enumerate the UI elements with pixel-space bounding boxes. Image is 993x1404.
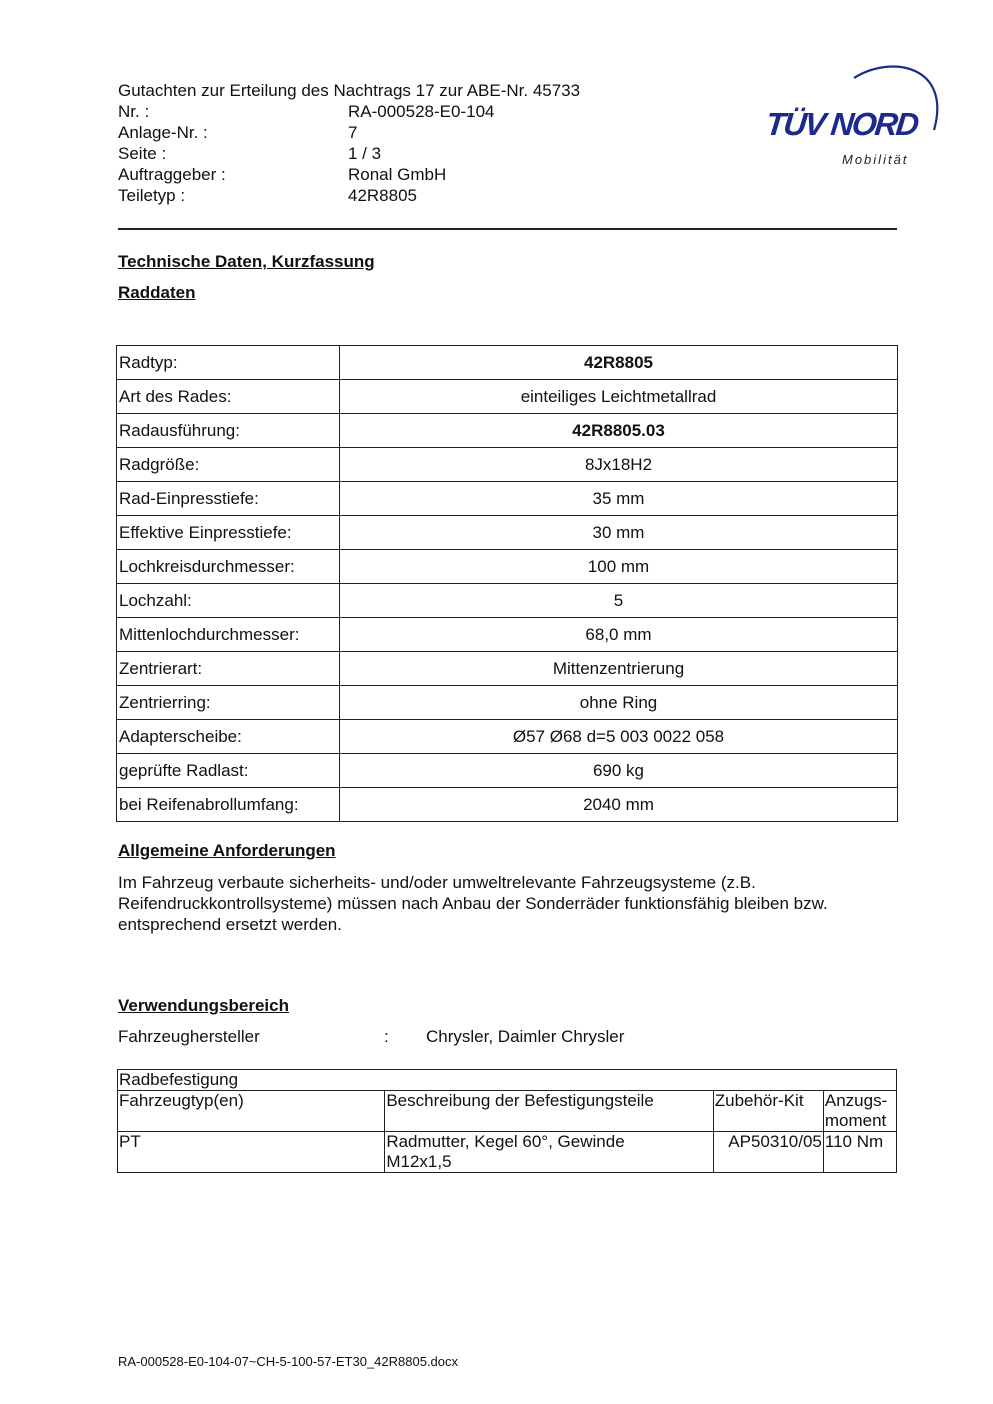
spec-value: 30 mm [340,516,898,550]
radbefestigung-table [117,1069,897,1173]
allgemeine-anforderungen-text: Im Fahrzeug verbaute sicherheits- und/oder umweltrelevante Fahrzeugsysteme (z.B. Reifendruckkontrollsysteme) müssen nach Anbau der Sonderräder funktionsfähig bleiben bzw. entsprechend ersetzt werden. [118,873,828,934]
spec-label: geprüfte Radlast: [117,754,340,788]
spec-value: einteiliges Leichtmetallrad [340,380,898,414]
raddaten-table [116,345,898,822]
table-cell: AP50310/05 [713,1132,823,1173]
spec-row [117,380,898,414]
spec-value: Ø57 Ø68 d=5 003 0022 058 [340,720,898,754]
spec-value: 68,0 mm [340,618,898,652]
header-divider [118,228,897,230]
spec-row [117,686,898,720]
header-key-teiletyp: Teiletyp : [118,186,186,205]
section-raddaten: Raddaten [118,283,196,302]
header-value-anlage: 7 [348,123,358,142]
radbefestigung-header-row [118,1091,897,1132]
header-value-teiletyp: 42R8805 [348,186,418,205]
spec-row [117,584,898,618]
column-header: Beschreibung der Befestigungsteile [385,1091,713,1132]
spec-value: 5 [340,584,898,618]
document-title: Gutachten zur Erteilung des Nachtrags 17 zur ABE-Nr. 45733 [118,81,581,100]
spec-row [117,788,898,822]
radbefestigung-title: Radbefestigung [118,1070,897,1091]
spec-value: 2040 mm [340,788,898,822]
column-header: Anzugs- moment [823,1091,896,1132]
header-value-auftraggeber: Ronal GmbH [348,165,447,184]
table-cell: Radmutter, Kegel 60°, Gewinde M12x1,5 [385,1132,713,1173]
footer-filename: RA-000528-E0-104-07~CH-5-100-57-ET30_42R8805.docx [118,1354,459,1369]
column-header: Fahrzeugtyp(en) [118,1091,385,1132]
header-value-nr: RA-000528-E0-104 [348,102,495,121]
table-row [118,1132,897,1173]
spec-label: Zentrierring: [117,686,340,720]
header-key-seite: Seite : [118,144,167,163]
spec-row [117,754,898,788]
spec-value: 42R8805 [340,346,898,380]
spec-label: Zentrierart: [117,652,340,686]
header-key-nr: Nr. : [118,102,150,121]
fahrzeughersteller-label: Fahrzeughersteller [118,1027,260,1046]
spec-value: 35 mm [340,482,898,516]
spec-value: ohne Ring [340,686,898,720]
spec-label: Rad-Einpresstiefe: [117,482,340,516]
spec-label: Adapterscheibe: [117,720,340,754]
header-key-auftraggeber: Auftraggeber : [118,165,226,184]
spec-value: 690 kg [340,754,898,788]
header-key-anlage: Anlage-Nr. : [118,123,208,142]
spec-row [117,448,898,482]
fahrzeughersteller-colon: : [384,1027,389,1046]
spec-value: 8Jx18H2 [340,448,898,482]
spec-label: Radausführung: [117,414,340,448]
spec-label: Lochzahl: [117,584,340,618]
spec-label: Lochkreisdurchmesser: [117,550,340,584]
spec-value: 100 mm [340,550,898,584]
logo-subtitle: Mobilität [842,152,909,167]
table-cell: 110 Nm [823,1132,896,1173]
spec-row [117,550,898,584]
section-technische-daten: Technische Daten, Kurzfassung [118,252,375,271]
radbefestigung-title-row [118,1070,897,1091]
spec-label: Radtyp: [117,346,340,380]
spec-row [117,414,898,448]
section-allgemeine-anforderungen: Allgemeine Anforderungen [118,841,336,860]
header-value-seite: 1 / 3 [348,144,382,163]
spec-label: Art des Rades: [117,380,340,414]
spec-value: Mittenzentrierung [340,652,898,686]
spec-row [117,516,898,550]
spec-row [117,482,898,516]
column-header: Zubehör-Kit [713,1091,823,1132]
tuv-nord-logo [762,56,942,172]
spec-label: Radgröße: [117,448,340,482]
spec-row [117,652,898,686]
fahrzeughersteller-value: Chrysler, Daimler Chrysler [426,1027,625,1046]
section-verwendungsbereich: Verwendungsbereich [118,996,289,1015]
spec-label: Mittenlochdurchmesser: [117,618,340,652]
spec-row [117,346,898,380]
spec-label: bei Reifenabrollumfang: [117,788,340,822]
table-cell: PT [118,1132,385,1173]
spec-value: 42R8805.03 [340,414,898,448]
spec-row [117,618,898,652]
logo-brand: TÜV NORD [764,106,920,142]
spec-label: Effektive Einpresstiefe: [117,516,340,550]
spec-row [117,720,898,754]
